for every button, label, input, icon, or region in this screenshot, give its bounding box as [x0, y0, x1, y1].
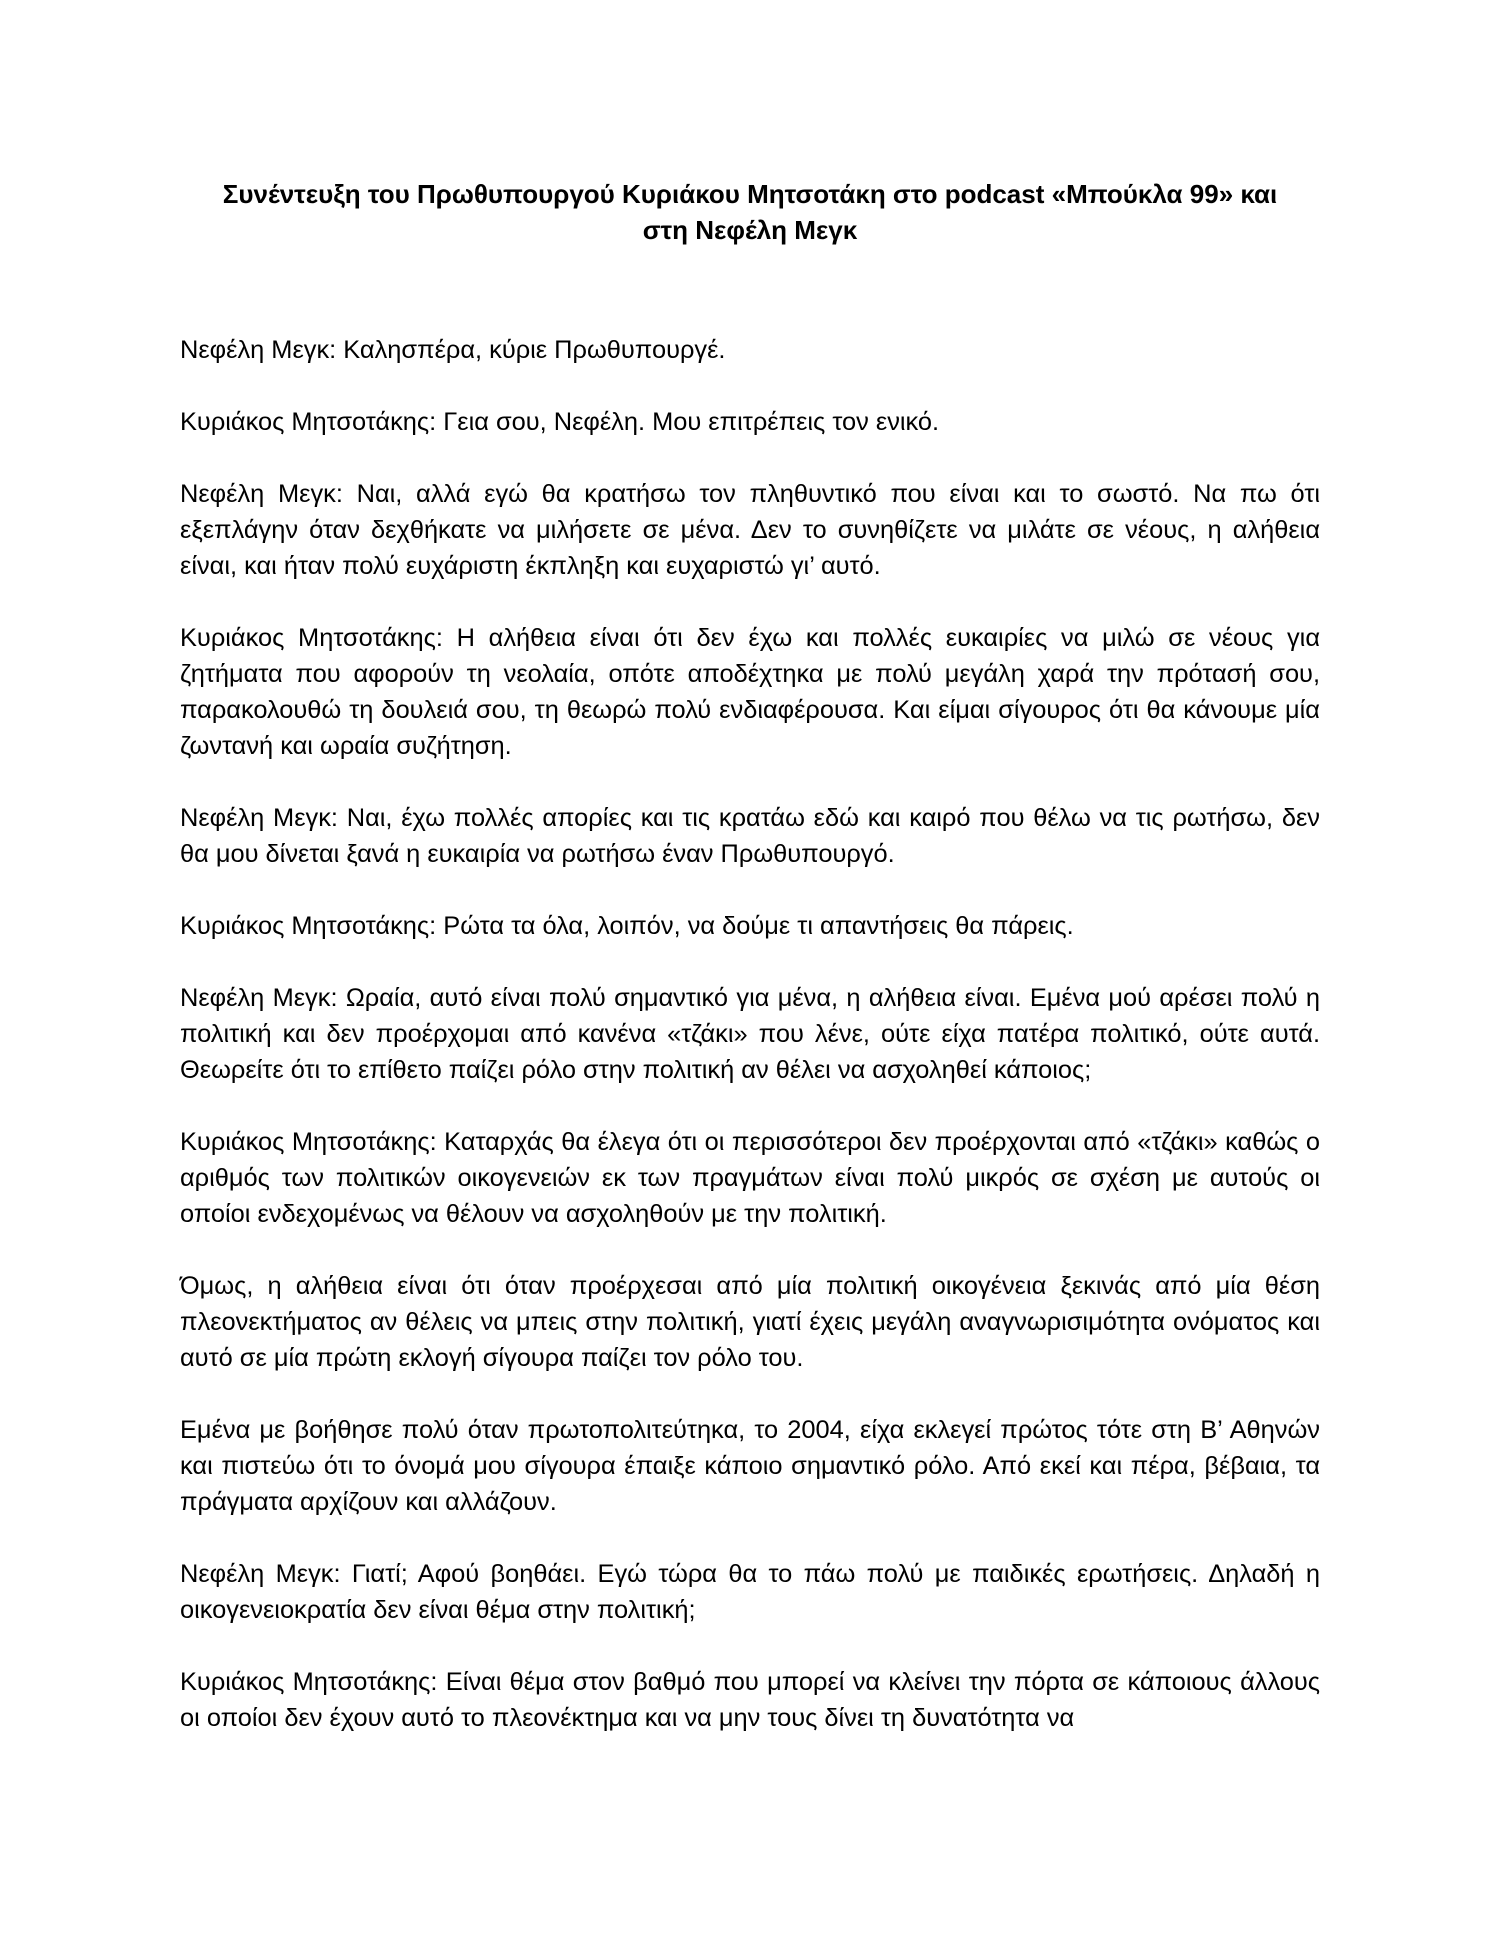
paragraph: Κυριάκος Μητσοτάκης: Ρώτα τα όλα, λοιπόν, να δούμε τι απαντήσεις θα πάρεις.: [180, 912, 1074, 940]
paragraph: Κυριάκος Μητσοτάκης: Είναι θέμα στον βαθμό που μπορεί να κλείνει την πόρτα σε κάποιους άλλους οι οποίοι δεν έχουν αυτό το πλεονέκτημα και να μην τους δίνει τη δυνατότητα να: [180, 1668, 1320, 1732]
title-line: στη Νεφέλη Μεγκ: [642, 215, 858, 245]
paragraph: Νεφέλη Μεγκ: Γιατί; Αφού βοηθάει. Εγώ τώρα θα το πάω πολύ με παιδικές ερωτήσεις. Δηλαδή η οικογενειοκρατία δεν είναι θέμα στην πολιτική;: [180, 1560, 1320, 1624]
paragraph: Νεφέλη Μεγκ: Ωραία, αυτό είναι πολύ σημαντικό για μένα, η αλήθεια είναι. Εμένα μού αρέσει πολύ η πολιτική και δεν προέρχομαι από κανένα «τζάκι» που λένε, ούτε είχα πατέρα πολιτικό, ούτε αυτά. Θεωρείτε ότι το επίθετο παίζει ρόλο στην πολιτική αν θέλει να ασχοληθεί κάποιος;: [180, 984, 1320, 1084]
paragraph: Νεφέλη Μεγκ: Ναι, αλλά εγώ θα κρατήσω τον πληθυντικό που είναι και το σωστό. Να πω ότι εξεπλάγην όταν δεχθήκατε να μιλήσετε σε μένα. Δεν το συνηθίζετε να μιλάτε σε νέους, η αλήθεια είναι, και ήταν πολύ ευχάριστη έκπληξη και ευχαριστώ γι’ αυτό.: [180, 480, 1320, 580]
paragraph: Νεφέλη Μεγκ: Καλησπέρα, κύριε Πρωθυπουργέ.: [180, 336, 726, 364]
paragraph: Νεφέλη Μεγκ: Ναι, έχω πολλές απορίες και τις κρατάω εδώ και καιρό που θέλω να τις ρωτήσω, δεν θα μου δίνεται ξανά η ευκαιρία να ρωτήσω έναν Πρωθυπουργό.: [180, 804, 1320, 868]
paragraph: Κυριάκος Μητσοτάκης: Γεια σου, Νεφέλη. Μου επιτρέπεις τον ενικό.: [180, 408, 940, 436]
paragraph: Όμως, η αλήθεια είναι ότι όταν προέρχεσαι από μία πολιτική οικογένεια ξεκινάς από μία θέση πλεονεκτήματος αν θέλεις να μπεις στην πολιτική, γιατί έχεις μεγάλη αναγνωρισιμότητα ονόματος και αυτό σε μία πρώτη εκλογή σίγουρα παίζει τον ρόλο του.: [180, 1272, 1320, 1372]
title-line: Συνέντευξη του Πρωθυπουργού Κυριάκου Μητσοτάκη στο podcast «Μπούκλα 99» και: [222, 179, 1278, 209]
paragraph: Κυριάκος Μητσοτάκης: Η αλήθεια είναι ότι δεν έχω και πολλές ευκαιρίες να μιλώ σε νέους για ζητήματα που αφορούν τη νεολαία, οπότε αποδέχτηκα με πολύ μεγάλη χαρά την πρότασή σου, παρακολουθώ τη δουλειά σου, τη θεωρώ πολύ ενδιαφέρουσα. Και είμαι σίγουρος ότι θα κάνουμε μία ζωντανή και ωραία συζήτηση.: [180, 624, 1320, 760]
paragraph: Κυριάκος Μητσοτάκης: Καταρχάς θα έλεγα ότι οι περισσότεροι δεν προέρχονται από «τζάκι» καθώς ο αριθμός των πολιτικών οικογενειών εκ των πραγμάτων είναι πολύ μικρός σε σχέση με αυτούς οι οποίοι ενδεχομένως να θέλουν να ασχοληθούν με την πολιτική.: [180, 1128, 1320, 1228]
paragraph: Εμένα με βοήθησε πολύ όταν πρωτοπολιτεύτηκα, το 2004, είχα εκλεγεί πρώτος τότε στη Β’ Αθηνών και πιστεύω ότι το όνομά μου σίγουρα έπαιξε κάποιο σημαντικό ρόλο. Από εκεί και πέρα, βέβαια, τα πράγματα αρχίζουν και αλλάζουν.: [180, 1416, 1320, 1516]
document-title: [180, 176, 1320, 248]
